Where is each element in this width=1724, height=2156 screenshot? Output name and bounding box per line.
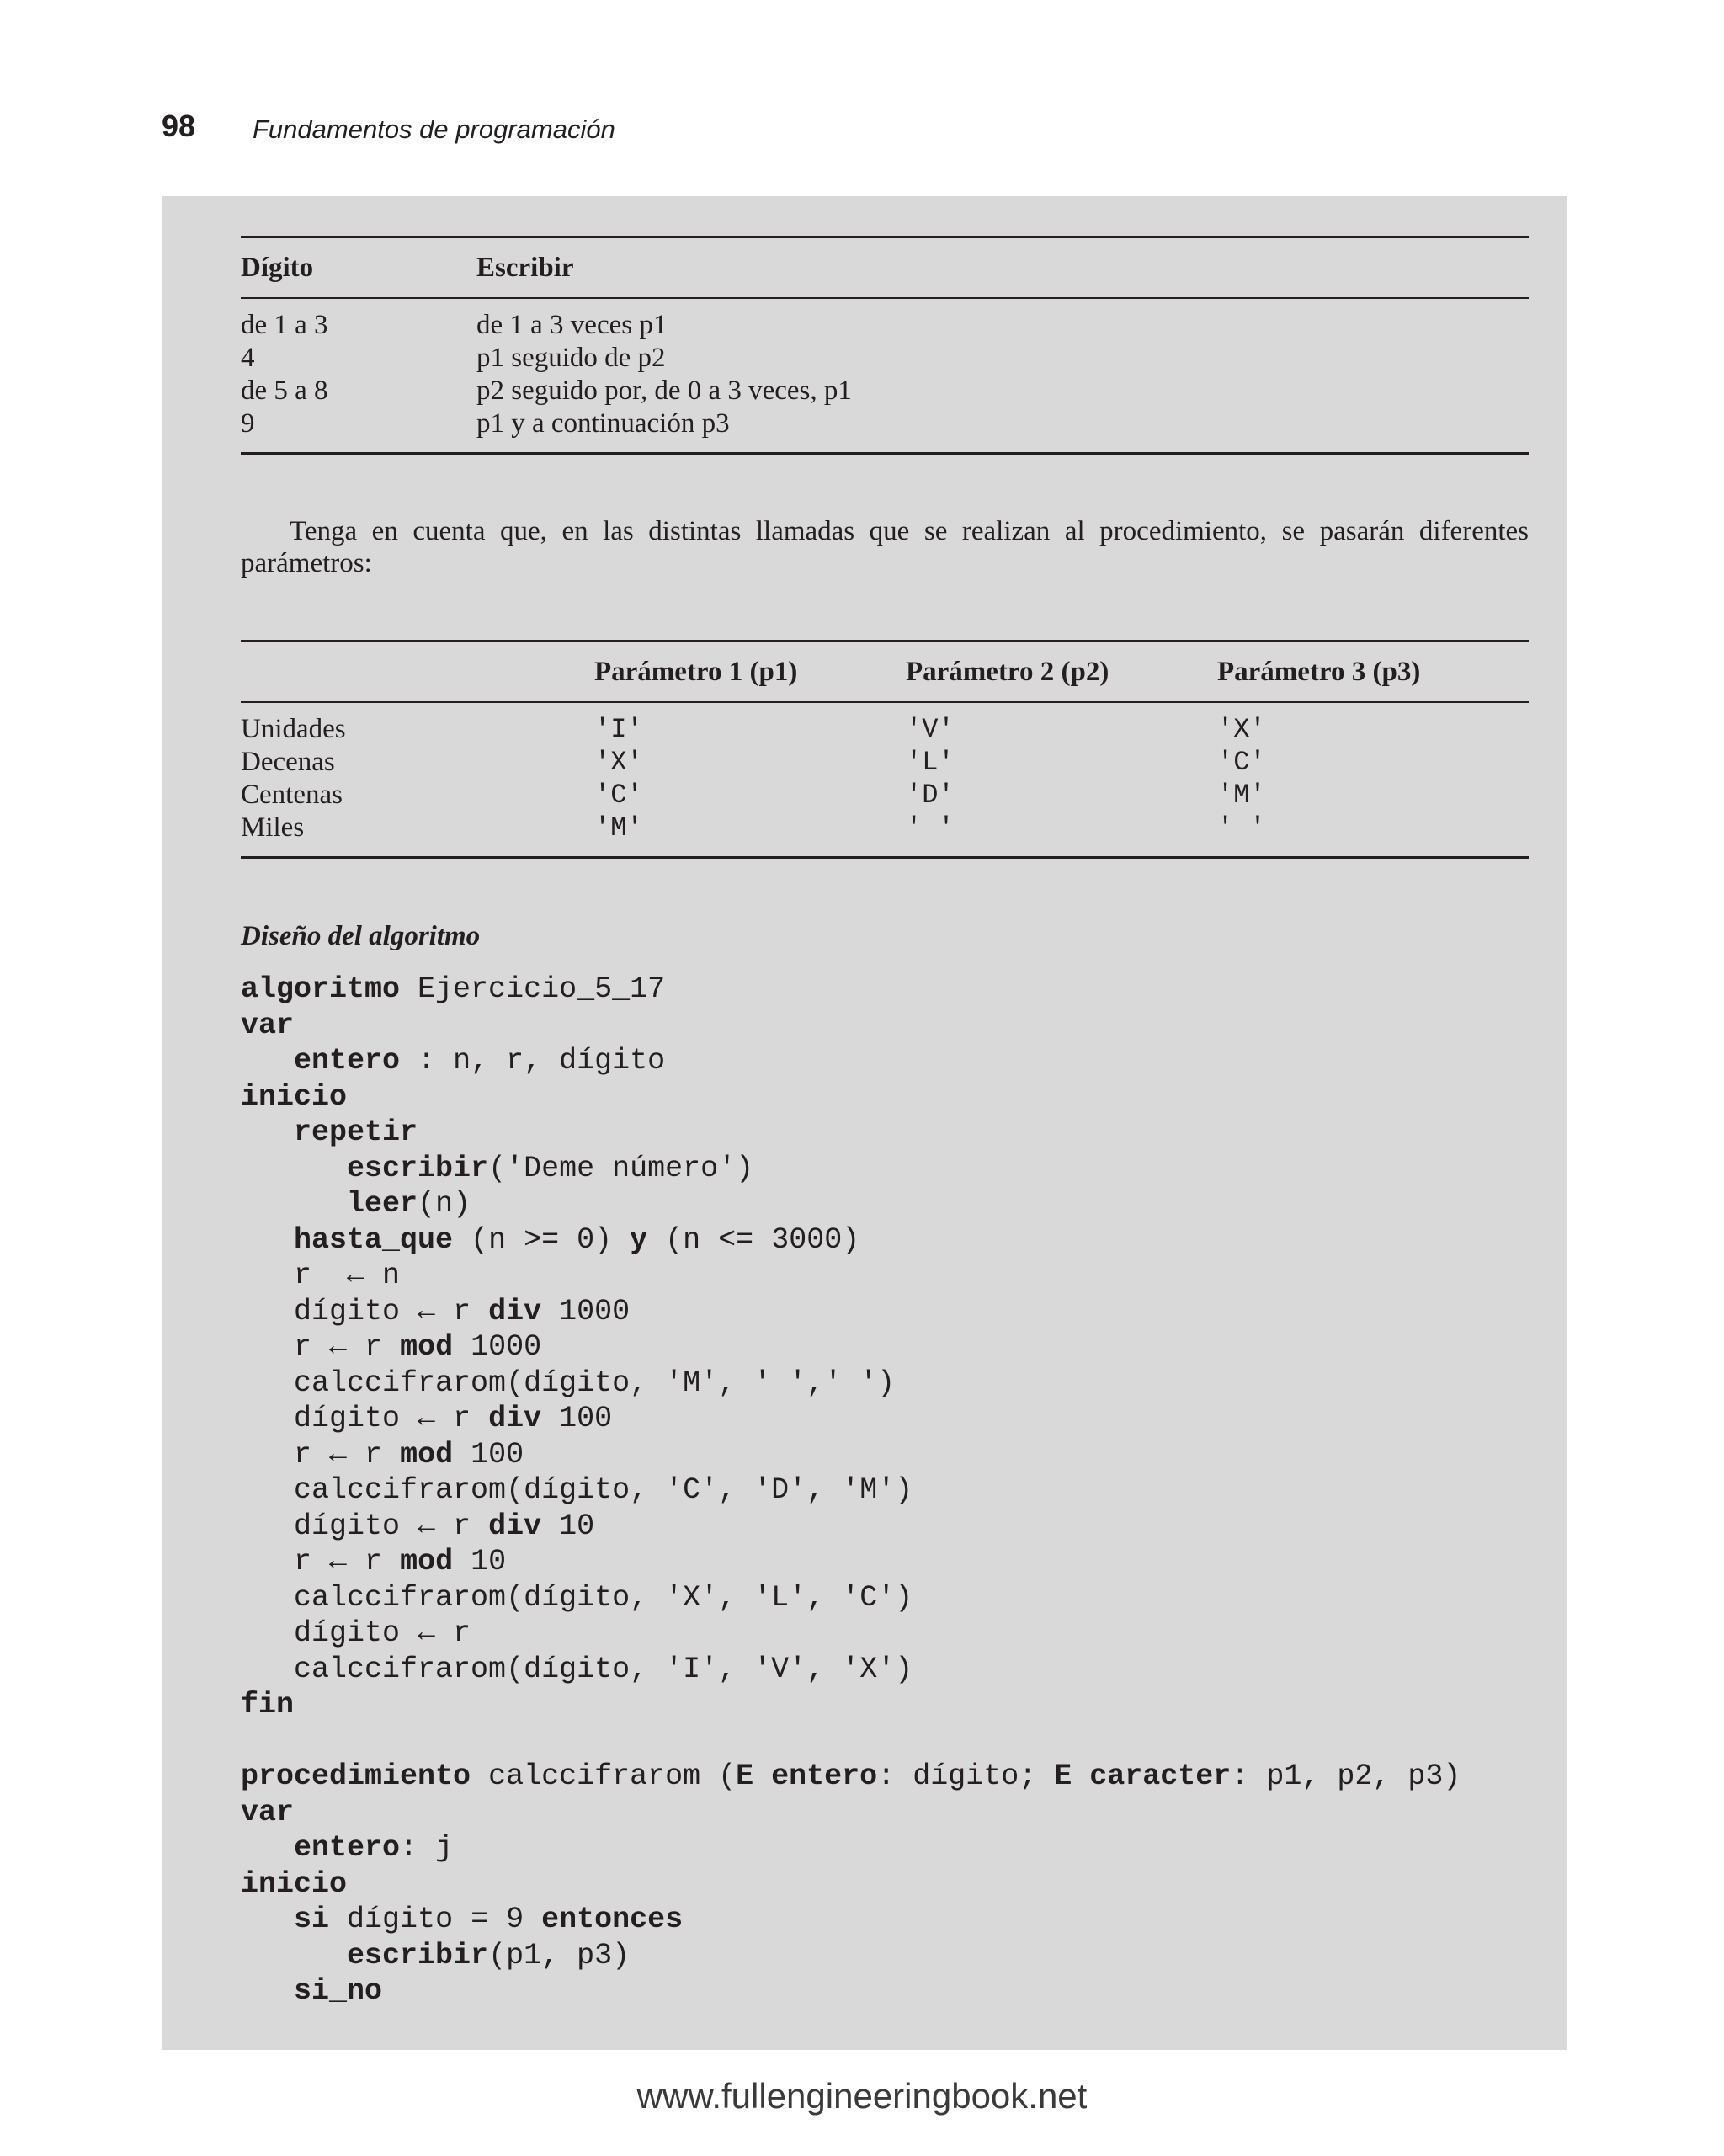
- section-heading: Diseño del algoritmo: [241, 921, 481, 951]
- table-cell: 'V': [906, 714, 955, 745]
- table-cell: 'X': [1217, 714, 1266, 745]
- example-box: [162, 196, 1567, 2050]
- table-header-cell: Parámetro 3 (p3): [1217, 656, 1421, 687]
- code-line: inicio: [241, 1866, 348, 1901]
- code-line: inicio: [241, 1079, 348, 1114]
- code-line: r ← r mod 1000: [294, 1330, 542, 1364]
- code-line: si dígito = 9 entonces: [294, 1903, 684, 1936]
- table-cell: 'M': [594, 812, 643, 844]
- table-cell: 4: [241, 343, 255, 373]
- table-cell: p1 y a continuación p3: [476, 408, 730, 439]
- table-row: [241, 309, 1529, 342]
- code-line: leer(n): [347, 1187, 471, 1221]
- table-cell: 9: [241, 408, 255, 439]
- code-line: r ← r mod 10: [294, 1545, 507, 1578]
- code-line: entero : n, r, dígito: [294, 1044, 666, 1078]
- code-line: r ← n: [294, 1259, 401, 1292]
- table-cell: Miles: [241, 812, 305, 843]
- table-body: [241, 703, 1529, 856]
- code-line: si_no: [294, 1974, 383, 2008]
- table-cell: 'D': [906, 780, 955, 811]
- code-line: dígito ← r div 10: [294, 1509, 595, 1543]
- parameter-table: [241, 640, 1529, 859]
- table-header-cell: Escribir: [476, 252, 574, 283]
- code-line: calccifrarom(dígito, 'I', 'V', 'X'): [294, 1652, 913, 1686]
- code-line: dígito ← r: [294, 1616, 471, 1650]
- table-cell: ' ': [906, 812, 955, 844]
- table-cell: 'I': [594, 714, 643, 745]
- code-line: r ← r mod 100: [294, 1437, 524, 1472]
- table-row: [241, 812, 1529, 844]
- pseudocode-block: [241, 972, 1529, 2010]
- running-title: Fundamentos de programación: [253, 114, 615, 144]
- table-row: [241, 407, 1529, 440]
- code-line: calccifrarom(dígito, 'X', 'L', 'C'): [294, 1580, 913, 1615]
- code-line: escribir(p1, p3): [347, 1938, 631, 1972]
- table-header-cell: Parámetro 1 (p1): [594, 656, 798, 687]
- table-header-cell: Parámetro 2 (p2): [906, 656, 1109, 687]
- table-cell: 'C': [594, 780, 643, 811]
- code-line: entero: j: [294, 1831, 454, 1865]
- code-line: var: [241, 1008, 295, 1042]
- code-line: [241, 1723, 1529, 1759]
- table-cell: p1 seguido de p2: [476, 343, 666, 373]
- table-header: [241, 642, 1529, 703]
- table-row: [241, 375, 1529, 407]
- table-cell: Centenas: [241, 780, 343, 810]
- code-line: calccifrarom(dígito, 'C', 'D', 'M'): [294, 1473, 913, 1507]
- table-cell: de 5 a 8: [241, 375, 328, 406]
- footer-url: www.fullengineeringbook.net: [636, 2076, 1088, 2116]
- box-content: [241, 236, 1529, 2010]
- code-line: dígito ← r div 1000: [294, 1294, 631, 1328]
- table-header: [241, 238, 1529, 299]
- table-header-cell: Dígito: [241, 252, 314, 283]
- table-body: [241, 299, 1529, 452]
- code-line: calccifrarom(dígito, 'M', ' ',' '): [294, 1365, 896, 1400]
- code-line: var: [241, 1795, 295, 1829]
- table-cell: p2 seguido por, de 0 a 3 veces, p1: [476, 375, 852, 406]
- digit-table: [241, 236, 1529, 455]
- table-cell: 'X': [594, 747, 643, 778]
- table-cell: de 1 a 3 veces p1: [476, 310, 668, 340]
- table-cell: 'M': [1217, 780, 1266, 811]
- table-cell: Unidades: [241, 714, 346, 744]
- code-line: algoritmo Ejercicio_5_17: [241, 972, 666, 1006]
- table-cell: ' ': [1217, 812, 1266, 844]
- code-line: dígito ← r div 100: [294, 1402, 613, 1435]
- table-cell: 'L': [906, 747, 955, 778]
- table-row: [241, 746, 1529, 779]
- table-row: [241, 342, 1529, 375]
- table-row: [241, 779, 1529, 812]
- table-cell: de 1 a 3: [241, 310, 328, 340]
- code-line: hasta_que (n >= 0) y (n <= 3000): [294, 1222, 860, 1257]
- code-line: procedimiento calccifrarom (E entero: dígito; E caracter: p1, p2, p3): [241, 1759, 1461, 1793]
- table-cell: Decenas: [241, 747, 335, 777]
- table-cell: 'C': [1217, 747, 1266, 778]
- code-line: escribir('Deme número'): [347, 1151, 754, 1185]
- code-line: fin: [241, 1688, 295, 1722]
- body-paragraph: Tenga en cuenta que, en las distintas llamadas que se realizan al procedimiento, se pasarán diferentes parámetros:: [241, 516, 1529, 578]
- page-number: 98: [162, 109, 196, 143]
- table-row: [241, 713, 1529, 746]
- code-line: repetir: [294, 1115, 418, 1149]
